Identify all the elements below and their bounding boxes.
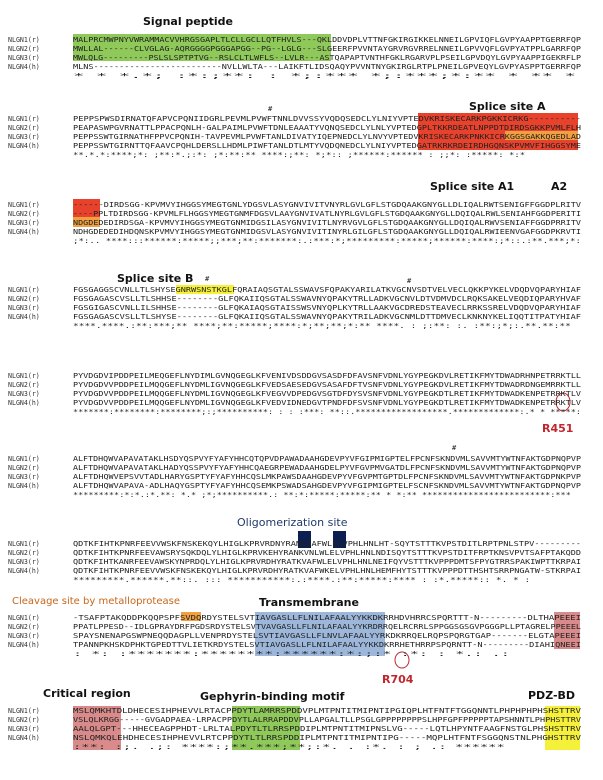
sequence-name: NLGN3(r) [8,54,40,62]
sequence-layer [8,36,581,751]
sequence-row: PYVDGDVVPDDPEILMQQGEFLNYDMLIGVNQGEGLKFVEDVIDNEDGVTPNDFDFSVSNFVDNLYGYPEGKDTLRETIKFMYTDWADKENPETRRKTLV [73,399,582,407]
sequence-name: NLGN1(r) [8,286,40,294]
sequence-name: NLGN3(r) [8,390,40,398]
sequence-name: NLGN3(r) [8,558,40,566]
sequence-name: NLGN1(r) [8,115,40,123]
sequence-row: PYVDGDVVPDDPEILMQQGEFLNYDMLIGVNQGEGLKFVEGVVDPEDGVSGTDFDYSVSNFVDNLYGYPEGKDTLRETIKFMYTDWADKENPETRRKTLV [73,390,582,398]
sequence-name: NLGN4(h) [8,228,40,236]
sequence-row: AALQLGPT---HHECEAGPPHDT-LRLTALPDYTLTLRRSPDDIPLMTPNTITMIPNSLVG-----LQTLHPYNTFAAGFNSTGLPHSHSTTRV [73,725,582,733]
hash-splice-b: # [205,275,210,283]
sequence-name: NLGN2(r) [8,124,40,132]
sequence-row: NDHGDEDEDIHDQNSKPVMVYIHGGSYMEGTGNMIDGSVLASYGNVIVITINYRLGILGFLSTGDQAAKGNYGLLDQIQALRWIEENVGAFGGDPKRVTI [73,228,582,236]
label-r704: R704 [382,673,414,686]
alignment-block [8,707,581,751]
alignment-block [8,115,581,159]
sequence-name: NLGN1(r) [8,201,40,209]
sequence-row: PEPPSSWTGIRNTTQFAAVCPQHLDERSLLHDMLPIWFTANLDTLMTYVQDQNEDCLYLNIYVPTEDGATRKRKRDEIRDHGQNSKPVMVFIHGGSYME [73,142,582,150]
sequence-name: NLGN4(h) [8,567,40,575]
sequence-row: ------DIRDSGG-KPVMVYIHGGSYMEGTGNLYDGSVLASYGNVIVITVNYRLGVLGFLSTGDQAAKGNYGLLDLIQALRWTSENIGFFGGDPLRITV [73,201,582,209]
sequence-name: NLGN3(r) [8,473,40,481]
sequence-row: PYVDGDVIPDDPEILMEQGEFLNYDIMLGVNQGEGLKFVENIVDSDDGVSASDFDFAVSNFVDNLYGYPEGKDVLRETIKFMYTDWADRHNPETRRKTLL [73,372,582,380]
hash-block6: # [452,444,457,452]
sequence-row: PPATLPPESD--IDLGPRAYDRFPGDSRDYSTELSVTVAVGASLLFLNILAFAALYYKRDRRQELRCRRLSPPGGSGSGVPGGGPLLPTAGRELPPEEEL [73,623,582,631]
sequence-name: NLGN2(r) [8,381,40,389]
sequence-row: SPAYSNENAPGSWPNEQQDAGPLLVENPRDYSTELSVTIAVGASLLFLNVLAFAALYYRKDKRRQELRQPSPQRGTGAP-------ELGTAPEEEI [73,632,582,640]
sequence-row: TPANNPKHSKDPHKTGPEDTTVLIETKRDYSTELSVTIAVGASLLFLNILAFAALYYKKDKRRHETHRRPSPQRNTT-N---------DIAHIQNEEI [73,641,582,649]
sequence-name: NLGN1(r) [8,540,40,548]
hash-block2: # [268,105,273,113]
sequence-row: MWLQLG---------PSLSLSPTPTVG--RSLCLTLWFLS--LVLR---ASTQAPAPTVNTHFGKLRGARVPLPSEILGPVDQYLGVPYAAPPIGEKRFLP [73,54,582,62]
label-transmembrane: Transmembrane [259,596,359,609]
sequence-row: FGSGAGASCVSLLTLSHHSE--------GLFQKAIIQSGTALSSWAVNYQPAKYTRLLADKVGCNVLDTVDMVDCLRQKSAKELVEQDIQPARYHVAF [73,295,582,303]
sequence-row: PEAPASWPGVRNATTLPPACPQNLH-GALPAIMLPVWFTDNLEAAATYVQNQSEDCLYLNLYVPTEDGPLTKKRDEATLNPPDTDIRDSGKKPVMLFLH [73,124,582,132]
conservation-row: * * *.*; :*:;**: : *;:*** *;:***;*:** * ** * [73,72,577,80]
alignment-block [8,201,581,245]
sequence-row: NSLQMKQLEHDHECESIHPHEVVLRTCPPDYTLTLRRSPDDIPLMTPNTITMIPNTIPG-----MQPLHTFNTFSGGQNSTNLPHGHSTTRV [73,734,582,742]
alignment-block [8,36,581,80]
conservation-row: *********:*:*.:*.**: *.* ;*;**********.: **:*:*****:*****:** * *:** *************************:*** [73,491,571,499]
sequence-row: FGSGAGASCVSLLTLSHYSE--------GLFQKAIIQSGTALSSWAVNYQPAKYTRILADKVGCNMLDTTDMVECLKNKNYKELIQQTITPATYHIAF [73,313,582,321]
sequence-name: NLGN3(r) [8,304,40,312]
sequence-row: ALFTDHQWVEPSVVTADLHARYGSPTYFYAFYHHCQSLMKPAWSDAAHGDEVPYVFGVPMTGPTDLFPCNFSKNDVMLSAVVMTYWTNFAKTGDPNKPVP [73,473,582,481]
sequence-row: VSLQLKRGG-----GVGADPAEA-LRPACPPDYTLALRRAPDDVPLLAPGALTLLPSGLGPPPPPPPPSLHPFGPFPPPPPTAPSHNNTLPHPHSTTRV [73,716,582,724]
alignment-block [8,455,581,499]
alignment-block [8,286,581,330]
sequence-row: QDTKFIHTKPNRFEEVVWSKFNSKEKQYLHIGLKPRVRDHYRATKVAFWKELVPHLHNLHEMFHYTSTTTKVPPPDTTHSHTSRRPNGATW-STKRPAI [73,567,582,575]
sequence-name: NLGN3(r) [8,725,40,733]
sequence-name: NLGN2(r) [8,45,40,53]
sequence-row: ALFTDHQWVAPAVA-ADLHAQYGSPTYFYAFYHHCQSEMKPSWADSAHGDEVPYVFGIPMIGPTELFSCNFSKNDVMLSAVVMTYWTNFAKTGDPNQPVP [73,482,582,490]
sequence-row: FGSGIGASCVNLLILSHHSE--------GLFQKAIAQSGTAISSWSVNYQPLKYTRLLAAKVGCDREDSTEAVECLRRKSSRELVDQDVQPARYHIAF [73,304,582,312]
sequence-name: NLGN2(r) [8,464,40,472]
label-gephyrin: Gephyrin-binding motif [200,690,345,703]
sequence-row: QDTKFIHTKANRFEEVAWSKYNPRDQLYLHIGLKPRVRDHYRATKVAFWLELVPHLHNLNEIFQYVSTTTKVPPPDMTSFPYGTRRSPAKIWPTTKRPAI [73,558,582,566]
sequence-row: ALFTDHQWVAPAVATAKLHSDYQSPVYFYAFYHHCQTQPVDPAWADAAHGDEVPYVFGIPMIGPTELFPCNFSKNDVMLSAVVMTYWTNFAKTGDPNQPVP [73,455,582,463]
sequence-row: PEPPSSWTGIRNATHFPPVCPQNIH-TAVPEVMLPVWFTANLDIVATYIQEPNEDCLYLNVYVPTEDVKRISKECARKPNKKICRKGGSGAKKQGEDLAD [73,133,582,141]
sequence-name: NLGN4(h) [8,399,40,407]
label-r451: R451 [542,422,574,435]
label-critical-region: Critical region [43,687,131,700]
conservation-row: : *: :*******:********:******:*:;:* :*: : *.: .: [73,650,510,658]
alignment-block [8,372,581,416]
conservation-row: **.*.*:****;*: ;**:*.;:*: ;*:**:** ****:;**: *;*:: ;******:****** : ;;*: :*****: *:* [73,151,526,159]
conservation-row: ****.****.:**:***;** ****;**:*****;****:*;**;**;*:** ****. : ;:**: :. :**:;*;:.**.**:** [73,322,571,330]
sequence-name: NLGN4(h) [8,313,40,321]
sequence-name: NLGN1(r) [8,372,40,380]
sequence-name: NLGN3(r) [8,632,40,640]
sequence-name: NLGN4(h) [8,482,40,490]
sequence-row: NDGDEDEDIRDSGA-KPVMVYIHGGSYMEGTGNMIDGSILASYGNVIVITLNYRVGVLGFLSTGDQAAKGNYGLLDQIQALRWVSENIAFFGGDPRRITV [73,219,582,227]
sequence-row: ----PPLTDIRDSGG-KPVMLFLHGGSYMEGTGNMFDGSVLAAYGNVIVATLNYRLGVLGFLSTGDQAAKGNYGLLDQIQALRWLSENIAHFGGDPERITI [73,210,582,218]
sequence-row: ALFTDHQWVAPAVATAKLHADYQSSPVYFYAFYHHCQAEGRPEWADAAHGDELPYVFGVPMVGATDLFPCNFSKNDVMLSAVVMTYWTNFAKTGDPNQPVP [73,464,582,472]
label-splice-b: Splice site B [117,272,194,285]
label-splice-a1: Splice site A1 [430,180,515,193]
sequence-row: FGSGAGGSCVNLLTLSHYSEGNRWSNSTKGLFQRAIAQSGTALSSWAVSFQPAKYARILATKVGCNVSDTVELVECLQKKPYKELVDQDVQPARYHIAF [73,286,582,294]
sequence-name: NLGN3(r) [8,133,40,141]
conservation-row: *******:********:********;:;**********: : : :***: **::.******************.*************:.* * *****: [73,408,581,416]
sequence-row: PEPPSPWSDIRNATQFAPVCPQNIIDGRLPEVMLPVWFTNNLDVVSSYVQDQSEDCLYLNIYVPTEDVKRISKECARKPGKKICRKG---------- [73,115,581,123]
alignment-block [8,540,581,584]
conservation-row: ;*:.. ****:::******:*****;;***;**:*******:.:***:*;*********:*****;******:****:;*::.:**.***;*: [73,237,581,245]
sequence-name: NLGN4(h) [8,734,40,742]
label-a2: A2 [551,180,568,193]
sequence-name: NLGN2(r) [8,549,40,557]
label-cleavage: Cleavage site by metalloprotease [12,596,180,607]
sequence-row: QDTKFIHTKPNRFEEVVWSKFNSKEKQYLHIGLKPRVRDNYRANKVAFWLELVPHLHNLHT-SQYTSTTTKVPSTDITLRPTPNLSTPV--------- [73,540,581,548]
sequence-name: NLGN1(r) [8,707,40,715]
sequence-name: NLGN2(r) [8,623,40,631]
sequence-row: QDTKFIHTKPNRFEEVAWSRYSQKDQLYLHIGLKPRVKEHYRANKVNLWLELVPHLHNLNDISQYTSTTTKVPSTDITFRPTKNSVPVTSAFPTAKQDD [73,549,582,557]
label-pdz: PDZ-BD [528,689,576,702]
conservation-row: :**: :;. .;: ****:;**.***;**;:*. . :*. : ; .: ****** [73,743,505,751]
sequence-name: NLGN1(r) [8,36,40,44]
hash-block4: # [407,277,412,285]
sequence-name: NLGN1(r) [8,455,40,463]
sequence-row: MWLLAL------CLVGLAG-AQRGGGGPGGGAPGG--PG--LGLG---SLGEERFPVVNTAYGRVRGVRRELNNEILGPVVQFLGVPYATPPLGARRFQP [73,45,582,53]
sequence-row: MLNS-------------------------NVLLWLTA---LAIKFTLIDSQAQYPVVNTNYGKIRGLRTPLPNEILGPVEQYLGVPYASPPTGERRFQP [73,63,582,71]
sequence-name: NLGN2(r) [8,716,40,724]
label-signal-peptide: Signal peptide [143,15,233,28]
label-splice-a: Splice site A [469,100,546,113]
sequence-row: MSLQMKHTDLDHECESIHPHEVVLRTACPPDYTLAMRRSPDDVPLMTPNTITMIPNTIPGIQPLHTFNTFTGGQNNTLPHPHPHPHSHSTTRV [73,707,582,715]
label-oligomerization: Oligomerization site [237,516,348,529]
sequence-name: NLGN4(h) [8,63,40,71]
sequence-name: NLGN2(r) [8,295,40,303]
alignment-block [8,614,581,658]
sequence-name: NLGN1(r) [8,614,40,622]
sequence-row: MALPRCMWPNYVWRAMMACVVHRGSGAPLTLCLLGCLLQTFHVLS---QKLDDVDPLVTTNFGKIRGIKKELNNEILGPVIQFLGVPYAAPPTGERRFQP [73,36,582,44]
sequence-name: NLGN4(h) [8,641,40,649]
sequence-name: NLGN2(r) [8,210,40,218]
conservation-row: *********.******.**::. ::: ***********:.:****.:**:*****:**** : :*.*****:: *. * : [73,576,531,584]
sequence-name: NLGN3(r) [8,219,40,227]
sequence-row: -TSAFPTAKQDDPKQQPSPFSVDQRDYSTELSVTIAVGASLLFLNILAFAALYYKKDKRRHDVHRRCSPQRTTT-N---------DLTHAPEEEI [73,614,582,622]
sequence-name: NLGN4(h) [8,142,40,150]
sequence-row: PYVDGDVVPDDPEILMQQGEFLNYDMLIGVNQGEGLKFVEDSAESEDGVSASAFDFTVSNFVDNLYGYPEGKDVLRETIKFMYTDWADRDNGEMRRKTLL [73,381,582,389]
